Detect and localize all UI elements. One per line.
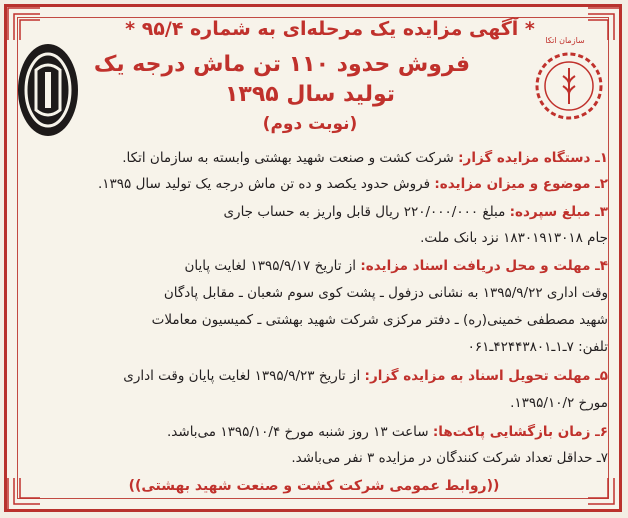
line-text: تلفن: ۷ـ۱ـ۴۲۴۴۳۸۰۱ـ۰۶۱: [467, 339, 608, 355]
ad-line: [20, 450, 608, 466]
ad-line: [20, 150, 608, 166]
line-label: ۴ـ مهلت و محل دریافت اسناد مزایده:: [360, 258, 608, 274]
line-text: جام ۱۸۳۰۱۹۱۳۰۱۸ نزد بانک ملت.: [420, 230, 608, 246]
ad-line: [20, 258, 608, 274]
line-text: شرکت کشت و صنعت شهید بهشتی وابسته به سازمان اتکا.: [122, 150, 459, 166]
line-label: ۶ـ زمان بازگشایی پاکت‌ها:: [432, 424, 608, 440]
line-text: وقت اداری ۱۳۹۵/۹/۲۲ به نشانی دزفول ـ پشت کوی سوم شعبان ـ مقابل پادگان: [163, 285, 608, 301]
ad-line: [20, 285, 608, 301]
line-text: از تاریخ ۱۳۹۵/۹/۲۳ لغایت پایان وقت اداری: [123, 368, 365, 384]
ad-title-line-1: فروش حدود ۱۱۰ تن ماش درجه یک: [93, 52, 470, 77]
line-text: فروش حدود یکصد و ده تن ماش درجه یک تولید سال ۱۳۹۵.: [98, 176, 435, 192]
seal-caption: سازمان اتکا: [545, 36, 585, 45]
ad-line: [20, 204, 608, 220]
round-label: (نوبت دوم): [262, 114, 358, 134]
ad-footer: ((روابط عمومی شرکت کشت و صنعت شهید بهشتی)): [128, 478, 500, 494]
ad-line: [20, 176, 608, 192]
ad-line: [20, 368, 608, 384]
ad-line: [20, 312, 608, 328]
line-text: مبلغ ۲۲۰/۰۰۰/۰۰۰ ریال قابل واریز به حساب جاری: [223, 204, 510, 220]
organization-seal-icon: [528, 36, 610, 124]
ad-headline: * آگهی مزایده یک مرحله‌ای به شماره ۹۵/۴ *: [125, 18, 535, 40]
line-label: ۱ـ دستگاه مزایده گزار:: [458, 150, 608, 166]
line-label: ۲ـ موضوع و میزان مزایده:: [434, 176, 608, 192]
company-logo-icon: [14, 40, 82, 140]
line-label: ۳ـ مبلغ سپرده:: [509, 204, 608, 220]
line-text: از تاریخ ۱۳۹۵/۹/۱۷ لغایت پایان: [184, 258, 361, 274]
line-text: شهید مصطفی خمینی(ره) ـ دفتر مرکزی شرکت شهید بهشتی ـ کمیسیون معاملات: [151, 312, 608, 328]
line-label: ۵ـ مهلت تحویل اسناد به مزایده گزار:: [364, 368, 608, 384]
corner-ornament-top-left: [6, 6, 42, 42]
ad-title-line-2: تولید سال ۱۳۹۵: [224, 82, 396, 107]
line-text: مورخ ۱۳۹۵/۱۰/۲.: [510, 395, 608, 411]
ad-line: [20, 424, 608, 440]
ad-line: [20, 339, 608, 355]
line-text: ۷ـ حداقل تعداد شرکت کنندگان در مزایده ۳ نفر می‌باشد.: [291, 450, 608, 466]
ad-line: [20, 230, 608, 246]
line-text: ساعت ۱۳ روز شنبه مورخ ۱۳۹۵/۱۰/۴ می‌باشد.: [167, 424, 433, 440]
ad-line: [20, 395, 608, 411]
